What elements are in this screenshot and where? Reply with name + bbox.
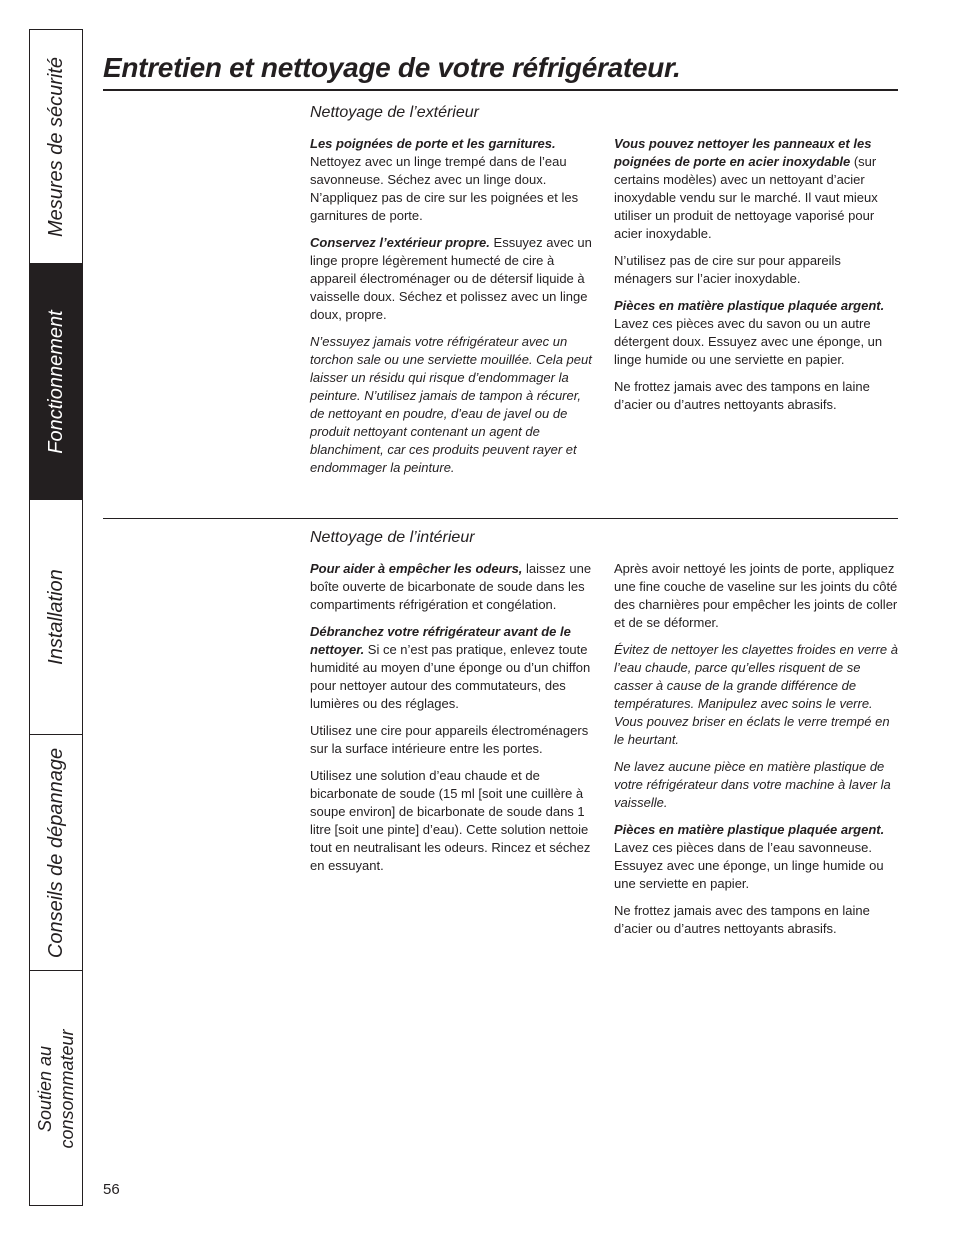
paragraph bbox=[614, 821, 902, 893]
paragraph bbox=[614, 560, 902, 632]
paragraph bbox=[310, 234, 598, 324]
exterior-right-column bbox=[614, 135, 902, 423]
paragraph bbox=[310, 623, 598, 713]
side-tab-nav bbox=[29, 29, 83, 1206]
body-text: laissez une boîte ouverte de bicarbonate de soude dans les compartiments réfrigération et congélation. bbox=[310, 561, 592, 612]
exterior-section-title: Nettoyage de l’extérieur bbox=[310, 104, 479, 121]
lead-text: Débranchez votre réfrigérateur avant de le nettoyer. bbox=[310, 624, 571, 657]
lead-text: Pièces en matière plastique plaquée argent. bbox=[614, 298, 885, 313]
lead-text: Les poignées de porte et les garnitures. bbox=[310, 136, 556, 151]
body-text: Lavez ces pièces dans de l’eau savonneuse. Essuyez avec une éponge, un linge humide ou une serviette en papier. bbox=[614, 840, 884, 891]
tab-label: Soutien au consommateur bbox=[35, 1029, 77, 1149]
tab-label: Mesures de sécurité bbox=[45, 56, 67, 237]
tab-mesures-de-securite[interactable] bbox=[30, 30, 82, 264]
body-text: N’utilisez pas de cire sur pour appareils ménagers sur l’acier inoxydable. bbox=[614, 253, 841, 286]
paragraph bbox=[614, 378, 902, 414]
tab-fonctionnement[interactable] bbox=[30, 264, 82, 500]
italic-text: N’essuyez jamais votre réfrigérateur avec un torchon sale ou une serviette mouillée. Cela peut laisser un résidu qui risque d’endommager la peinture. N’utilisez jamais de tampon à récurer, de nettoyant en poudre, d’eau de javel ou de produit nettoyant contenant un agent de blanchiment, car ces produits peuvent rayer et endommager la peinture. bbox=[310, 334, 592, 475]
title-rule bbox=[103, 89, 898, 91]
body-text: Ne frottez jamais avec des tampons en laine d’acier ou d’autres nettoyants abrasifs. bbox=[614, 903, 870, 936]
body-text: Après avoir nettoyé les joints de porte, appliquez une fine couche de vaseline sur les joints du côté des charnières pour empêcher les joints de coller et de se déformer. bbox=[614, 561, 898, 630]
lead-text: Vous pouvez nettoyer les panneaux et les poignées de porte en acier inoxydable bbox=[614, 136, 872, 169]
paragraph bbox=[310, 333, 598, 477]
body-text: (sur certains modèles) avec un nettoyant d’acier inoxydable vendu sur le marché. Il vaut mieux utiliser un produit de nettoyage vaporisé pour acier inoxydable. bbox=[614, 154, 878, 241]
lead-text: Conservez l’extérieur propre. bbox=[310, 235, 490, 250]
body-text: Lavez ces pièces avec du savon ou un autre détergent doux. Essuyez avec une éponge, un linge humide ou une serviette en papier. bbox=[614, 316, 883, 367]
paragraph bbox=[614, 758, 902, 812]
paragraph bbox=[310, 767, 598, 875]
body-text: Si ce n’est pas pratique, enlevez toute humidité au moyen d’une éponge ou d’un chiffon pour nettoyer autour des commutateurs, des lumières ou des réglages. bbox=[310, 642, 591, 711]
section-divider bbox=[103, 518, 898, 519]
paragraph bbox=[310, 560, 598, 614]
interior-section-title: Nettoyage de l’intérieur bbox=[310, 529, 475, 546]
paragraph bbox=[614, 252, 902, 288]
tab-installation[interactable] bbox=[30, 500, 82, 735]
paragraph bbox=[614, 902, 902, 938]
body-text: Nettoyez avec un linge trempé dans de l’eau savonneuse. Séchez avec un linge doux. N’appliquez pas de cire sur les poignées et les garnitures de porte. bbox=[310, 154, 579, 223]
paragraph bbox=[614, 297, 902, 369]
tab-conseils-de-depannage[interactable] bbox=[30, 735, 82, 971]
body-text: Utilisez une solution d’eau chaude et de bicarbonate de soude (15 ml [soit une cuillère à soupe environ] de bicarbonate de soude dans 1 litre [soit une pinte] d’eau). Cette solution nettoie tout en neutralisant les odeurs. Rincez et séchez en essuyant. bbox=[310, 768, 591, 873]
page-title: Entretien et nettoyage de votre réfrigérateur. bbox=[103, 52, 681, 83]
body-text: Essuyez avec un linge propre légèrement humecté de cire à appareil électroménager ou de détersif liquide à vaisselle doux. Séchez et polissez avec un linge doux, propre. bbox=[310, 235, 592, 322]
lead-text: Pièces en matière plastique plaquée argent. bbox=[614, 822, 885, 837]
paragraph bbox=[310, 135, 598, 225]
tab-soutien-au-consommateur[interactable] bbox=[30, 971, 82, 1207]
italic-text: Évitez de nettoyer les clayettes froides en verre à l’eau chaude, parce qu’elles risquent de se casser à cause de la grande différence de températures. Manipulez avec soins le verre. Vous pouvez briser en éclats le verre trempé en le heurtant. bbox=[614, 642, 898, 747]
paragraph bbox=[310, 722, 598, 758]
tab-label: Conseils de dépannage bbox=[45, 747, 67, 958]
tab-label: Fonctionnement bbox=[45, 309, 67, 454]
page-number: 56 bbox=[103, 1181, 120, 1198]
tab-label: Installation bbox=[45, 569, 67, 665]
interior-left-column bbox=[310, 560, 598, 884]
interior-right-column bbox=[614, 560, 902, 947]
body-text: Ne frottez jamais avec des tampons en laine d’acier ou d’autres nettoyants abrasifs. bbox=[614, 379, 870, 412]
body-text: Utilisez une cire pour appareils électroménagers sur la surface intérieure entre les portes. bbox=[310, 723, 589, 756]
italic-text: Ne lavez aucune pièce en matière plastique de votre réfrigérateur dans votre machine à laver la vaisselle. bbox=[614, 759, 891, 810]
lead-text: Pour aider à empêcher les odeurs, bbox=[310, 561, 523, 576]
exterior-left-column bbox=[310, 135, 598, 486]
paragraph bbox=[614, 135, 902, 243]
paragraph bbox=[614, 641, 902, 749]
